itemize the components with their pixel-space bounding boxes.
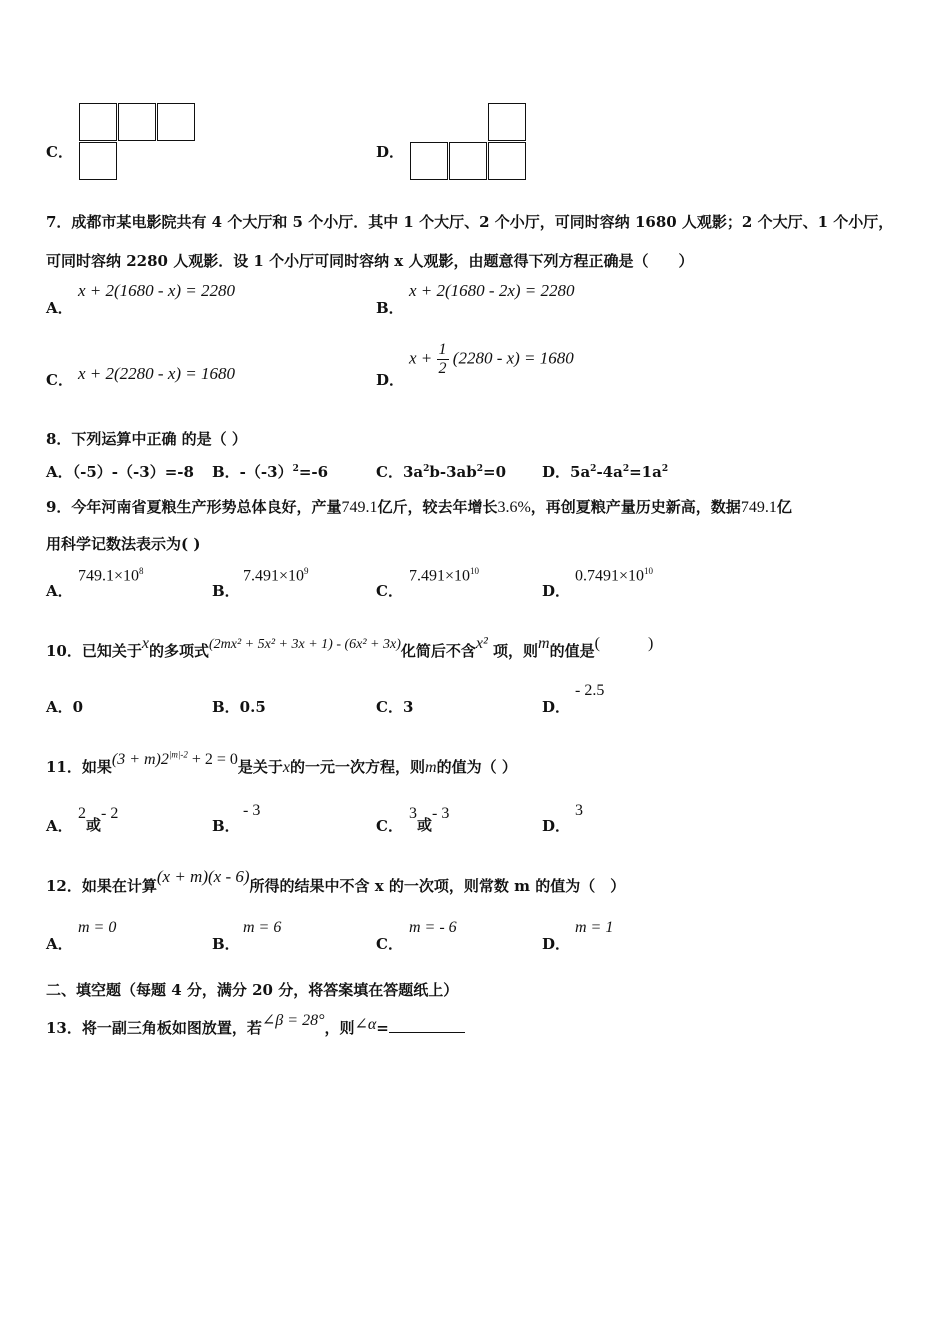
q11-option-a: 2或- 2 [78,805,119,834]
q9-option-a-label: A． [46,582,73,600]
q7-option-c-label: C． [46,371,73,389]
q7-option-b-expr: x + 2(1680 - 2x) = 2280 [409,281,575,300]
q11-option-d-label: D． [542,817,571,835]
q7-stem-line2: 可同时容纳 2280 人观影．设 1 个小厅可同时容纳 x 人观影，由题意得下列方程正确是（ ） [46,252,694,270]
q11-stem: 11．如果$(3 + m)2^{|m|-2} + 2 = 0$是关于x的一元一次方程，则m的值为（ ） [46,749,517,776]
q7-option-a-expr: x + 2(1680 - x) = 2280 [78,281,236,300]
q7-option-d-label: D． [376,371,405,389]
q8-option-d: D．$5a^2-4a^2=1a^2$ [542,463,669,481]
q7-stem-line1: 7．成都市某电影院共有 4 个大厅和 5 个小厅．其中 1 个大厅、2 个小厅，可同时容纳 1680 人观影；2 个大厅、1 个小厅， [46,213,894,231]
q11-option-b-label: B． [212,817,240,835]
q11-option-b-value: - 3 [243,802,261,819]
q12-option-c-value: m = - 6 [409,919,457,936]
q9-option-d-expr: $0.7491\times 10^{10}$ [575,566,654,585]
q10-option-b: B．0.5 [212,698,266,716]
q9-stem-line1: 9．今年河南省夏粮生产形势总体良好，产量749.1亿斤，较去年增长3.6%，再创夏粮产量历史新高，数据749.1亿 [46,498,792,516]
q7-option-d-expr: x + $\frac{1}{2}$ (2280 - x) = 1680 [409,341,574,377]
q9-option-a-expr: $749.1\times 10^8$ [78,566,144,585]
q13-stem: 13．将一副三角板如图放置，若∠β = 28°，则∠α= [46,1017,465,1038]
q12-option-c-label: C． [376,935,403,953]
q12-option-a-value: m = 0 [78,919,117,936]
q9-option-b-label: B． [212,582,240,600]
q7-option-b-label: B． [376,299,404,317]
q8-option-b: B．$-(-3)^2=-6$ [212,463,329,481]
q12-option-d-label: D． [542,935,571,953]
q8-option-a: A．（-5）-（-3）=-8 [46,463,194,481]
q9-stem-line2: 用科学记数法表示为( ) [46,535,201,553]
q10-option-c: C．3 [376,698,414,716]
q12-option-b-label: B． [212,935,240,953]
q7-option-c-expr: x + 2(2280 - x) = 1680 [78,364,236,383]
q11-option-a-label: A． [46,817,73,835]
q12-option-b-value: m = 6 [243,919,282,936]
fraction-one-half: $\frac{1}{2}$ [438,341,447,377]
q6-option-d-figure [410,103,530,183]
q6-option-d-label: D． [376,143,405,161]
q12-option-d-value: m = 1 [575,919,614,936]
q11-option-d-value: 3 [575,802,583,819]
q10-option-d-value: - 2.5 [575,682,605,699]
q7-option-a-label: A． [46,299,73,317]
q9-option-b-expr: $7.491\times 10^9$ [243,566,309,585]
q9-option-d-label: D． [542,582,571,600]
q8-stem: 8．下列运算中正确 的是（ ） [46,430,247,448]
q6-option-c-label: C． [46,143,73,161]
q6-option-c-figure [79,103,199,183]
q9-option-c-expr: $7.491\times 10^{10}$ [409,566,480,585]
q12-option-a-label: A． [46,935,73,953]
q13-answer-blank[interactable] [389,1018,465,1033]
q8-option-c: C．$3a^2b-3ab^2=0$ [376,463,507,481]
q10-option-d-label: D． [542,698,571,716]
q11-option-c: 3或- 3 [409,805,450,834]
q9-option-c-label: C． [376,582,403,600]
q12-stem: 12．如果在计算(x + m)(x - 6)所得的结果中不含 x 的一次项，则常数 m 的值为（ ） [46,867,626,895]
q10-option-a: A．0 [46,698,84,716]
q10-stem: 10．已知关于x的多项式(2mx² + 5x² + 3x + 1) - (6x² + 3x)化简后不含x² 项，则m的值是( ) [46,635,654,660]
section-2-heading: 二、填空题（每题 4 分，满分 20 分，将答案填在答题纸上） [46,981,459,999]
q11-option-c-label: C． [376,817,403,835]
